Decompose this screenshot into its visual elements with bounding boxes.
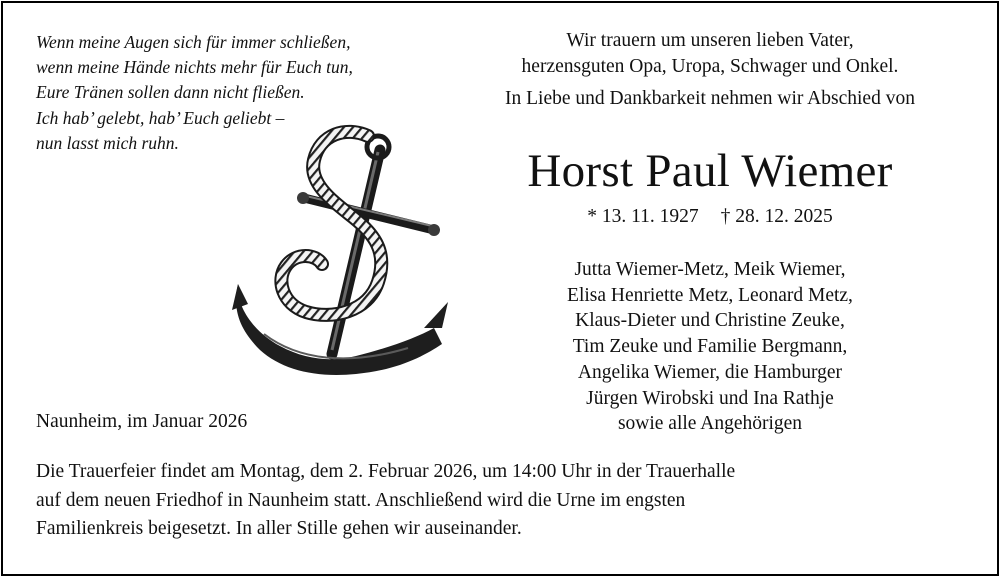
mourner-line: Tim Zeuke und Familie Bergmann,	[572, 336, 848, 358]
intro-line: herzensguten Opa, Uropa, Schwager und Onkel.	[521, 55, 899, 77]
service-line: Familienkreis beigesetzt. In aller Stille gehen wir auseinander.	[36, 518, 522, 539]
poem-line: wenn meine Hände nichts mehr für Euch tun,	[36, 57, 353, 78]
intro-text	[470, 28, 950, 112]
anchor-with-rope-icon	[228, 122, 450, 394]
deceased-name: Horst Paul Wiemer	[527, 145, 893, 197]
death-date: † 28. 12. 2025	[720, 206, 833, 227]
mourner-line: Elisa Henriette Metz, Leonard Metz,	[567, 284, 853, 306]
intro-line: In Liebe und Dankbarkeit nehmen wir Abschied von	[505, 88, 915, 109]
service-line: Die Trauerfeier findet am Montag, dem 2. Februar 2026, um 14:00 Uhr in der Trauerhalle	[36, 461, 736, 482]
service-info	[36, 458, 956, 544]
mourners-list	[470, 257, 950, 437]
mourner-line: Jürgen Wirobski und Ina Rathje	[586, 387, 834, 409]
mourner-line: sowie alle Angehörigen	[617, 413, 803, 435]
poem-line: nun lasst mich ruhn.	[36, 132, 179, 153]
service-line: auf dem neuen Friedhof in Naunheim statt. Anschließend wird die Urne im engsten	[36, 489, 686, 511]
intro-line: Wir trauern um unseren lieben Vater,	[566, 30, 854, 51]
mourner-line: Angelika Wiemer, die Hamburger	[577, 361, 843, 383]
mourner-line: Klaus-Dieter und Christine Zeuke,	[575, 310, 845, 332]
life-dates	[470, 205, 950, 229]
mourner-line: Jutta Wiemer-Metz, Meik Wiemer,	[574, 259, 846, 280]
poem-line: Eure Tränen sollen dann nicht fließen.	[36, 82, 305, 103]
poem-line: Wenn meine Augen sich für immer schließen,	[36, 32, 351, 52]
birth-date: * 13. 11. 1927	[587, 206, 699, 227]
poem-line: Ich hab’ gelebt, hab’ Euch geliebt –	[36, 107, 285, 128]
place-date: Naunheim, im Januar 2026	[36, 411, 248, 432]
